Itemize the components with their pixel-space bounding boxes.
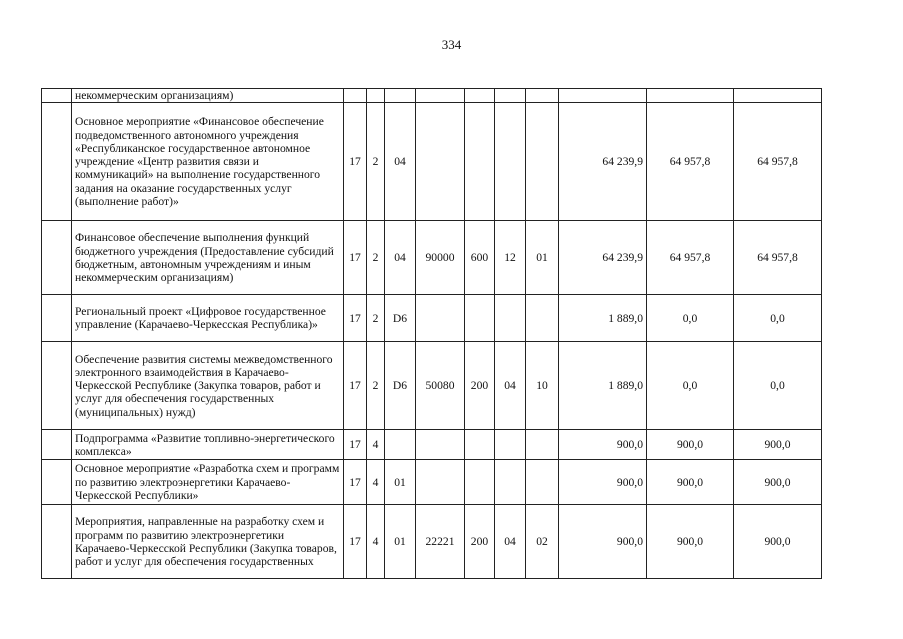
amount-cell: 900,0 bbox=[647, 505, 734, 579]
code-cell bbox=[416, 89, 465, 103]
code-cell bbox=[526, 430, 559, 460]
code-cell: 01 bbox=[385, 460, 416, 505]
amount-cell: 64 957,8 bbox=[734, 103, 822, 221]
amount-cell: 900,0 bbox=[734, 460, 822, 505]
code-cell bbox=[367, 89, 385, 103]
code-cell: 200 bbox=[465, 505, 495, 579]
code-cell bbox=[465, 430, 495, 460]
amount-cell: 900,0 bbox=[734, 505, 822, 579]
amount-cell: 900,0 bbox=[559, 460, 647, 505]
index-cell bbox=[42, 505, 72, 579]
index-cell bbox=[42, 342, 72, 430]
code-cell bbox=[416, 460, 465, 505]
code-cell: 02 bbox=[526, 505, 559, 579]
code-cell: 17 bbox=[344, 505, 367, 579]
amount-cell: 64 957,8 bbox=[647, 221, 734, 295]
code-cell: 17 bbox=[344, 342, 367, 430]
code-cell bbox=[416, 295, 465, 342]
table-row bbox=[42, 460, 822, 505]
row-name: Основное мероприятие «Разработка схем и программ по развитию электроэнергетики Карачаево-Черкесской Республики» bbox=[72, 460, 344, 505]
code-cell bbox=[385, 89, 416, 103]
amount-cell: 0,0 bbox=[647, 295, 734, 342]
code-cell bbox=[526, 89, 559, 103]
amount-cell: 64 957,8 bbox=[647, 103, 734, 221]
code-cell: 22221 bbox=[416, 505, 465, 579]
table-row bbox=[42, 295, 822, 342]
code-cell: 17 bbox=[344, 103, 367, 221]
code-cell: 04 bbox=[385, 221, 416, 295]
amount-cell: 900,0 bbox=[647, 430, 734, 460]
amount-cell: 1 889,0 bbox=[559, 342, 647, 430]
amount-cell: 900,0 bbox=[559, 430, 647, 460]
code-cell bbox=[526, 295, 559, 342]
budget-table bbox=[41, 88, 822, 579]
amount-cell: 900,0 bbox=[559, 505, 647, 579]
code-cell: 17 bbox=[344, 295, 367, 342]
code-cell: 200 bbox=[465, 342, 495, 430]
code-cell: 12 bbox=[495, 221, 526, 295]
row-name: Региональный проект «Цифровое государственное управление (Карачаево-Черкесская Республика)» bbox=[72, 295, 344, 342]
code-cell bbox=[495, 89, 526, 103]
amount-cell: 1 889,0 bbox=[559, 295, 647, 342]
page-number: 334 bbox=[441, 37, 462, 52]
row-name: Подпрограмма «Развитие топливно-энергетического комплекса» bbox=[72, 430, 344, 460]
code-cell: 17 bbox=[344, 460, 367, 505]
amount-cell: 64 957,8 bbox=[734, 221, 822, 295]
code-cell: 10 bbox=[526, 342, 559, 430]
code-cell: 4 bbox=[367, 460, 385, 505]
table-row bbox=[42, 430, 822, 460]
amount-cell bbox=[647, 89, 734, 103]
code-cell: 4 bbox=[367, 505, 385, 579]
amount-cell bbox=[734, 89, 822, 103]
index-cell bbox=[42, 103, 72, 221]
code-cell: 2 bbox=[367, 221, 385, 295]
code-cell: 600 bbox=[465, 221, 495, 295]
amount-cell: 64 239,9 bbox=[559, 221, 647, 295]
index-cell bbox=[42, 89, 72, 103]
code-cell: D6 bbox=[385, 342, 416, 430]
code-cell bbox=[344, 89, 367, 103]
code-cell bbox=[465, 89, 495, 103]
table-row bbox=[42, 505, 822, 579]
code-cell bbox=[385, 430, 416, 460]
table-row bbox=[42, 103, 822, 221]
row-name: Финансовое обеспечение выполнения функций бюджетного учреждения (Предоставление субсидий бюджетным, автономным учреждениям и иным некоммерческим организациям) bbox=[72, 221, 344, 295]
code-cell bbox=[495, 295, 526, 342]
code-cell bbox=[465, 460, 495, 505]
code-cell: 04 bbox=[495, 342, 526, 430]
code-cell: 04 bbox=[495, 505, 526, 579]
code-cell: 17 bbox=[344, 221, 367, 295]
row-name: Обеспечение развития системы межведомственного электронного взаимодействия в Карачаево-Черкесской Республике (Закупка товаров, работ и услуг для обеспечения государственных (муниципальных) нужд) bbox=[72, 342, 344, 430]
code-cell: 90000 bbox=[416, 221, 465, 295]
code-cell bbox=[465, 103, 495, 221]
index-cell bbox=[42, 295, 72, 342]
row-name: некоммерческим организациям) bbox=[72, 89, 344, 103]
code-cell: 50080 bbox=[416, 342, 465, 430]
table-row bbox=[42, 221, 822, 295]
code-cell bbox=[526, 103, 559, 221]
amount-cell: 900,0 bbox=[647, 460, 734, 505]
code-cell: 17 bbox=[344, 430, 367, 460]
index-cell bbox=[42, 460, 72, 505]
code-cell bbox=[465, 295, 495, 342]
code-cell bbox=[495, 460, 526, 505]
code-cell: 2 bbox=[367, 103, 385, 221]
amount-cell: 0,0 bbox=[647, 342, 734, 430]
code-cell: 2 bbox=[367, 295, 385, 342]
code-cell: 4 bbox=[367, 430, 385, 460]
index-cell bbox=[42, 221, 72, 295]
code-cell bbox=[526, 460, 559, 505]
code-cell: 01 bbox=[526, 221, 559, 295]
code-cell: 2 bbox=[367, 342, 385, 430]
table-row bbox=[42, 89, 822, 103]
row-name: Мероприятия, направленные на разработку схем и программ по развитию электроэнергетики Карачаево-Черкесской Республики (Закупка товаров, работ и услуг для обеспечения государственных bbox=[72, 505, 344, 579]
amount-cell: 0,0 bbox=[734, 295, 822, 342]
row-name: Основное мероприятие «Финансовое обеспечение подведомственного автономного учреждения «Республиканское государственное автономное учреждение «Центр развития связи и коммуникаций» на выполнение государственного задания на оказание государственных услуг (выполнение работ)» bbox=[72, 103, 344, 221]
table-row bbox=[42, 342, 822, 430]
code-cell: 04 bbox=[385, 103, 416, 221]
code-cell bbox=[495, 103, 526, 221]
amount-cell: 64 239,9 bbox=[559, 103, 647, 221]
amount-cell bbox=[559, 89, 647, 103]
amount-cell: 0,0 bbox=[734, 342, 822, 430]
code-cell: 01 bbox=[385, 505, 416, 579]
code-cell bbox=[416, 103, 465, 221]
index-cell bbox=[42, 430, 72, 460]
code-cell bbox=[416, 430, 465, 460]
amount-cell: 900,0 bbox=[734, 430, 822, 460]
code-cell bbox=[495, 430, 526, 460]
code-cell: D6 bbox=[385, 295, 416, 342]
